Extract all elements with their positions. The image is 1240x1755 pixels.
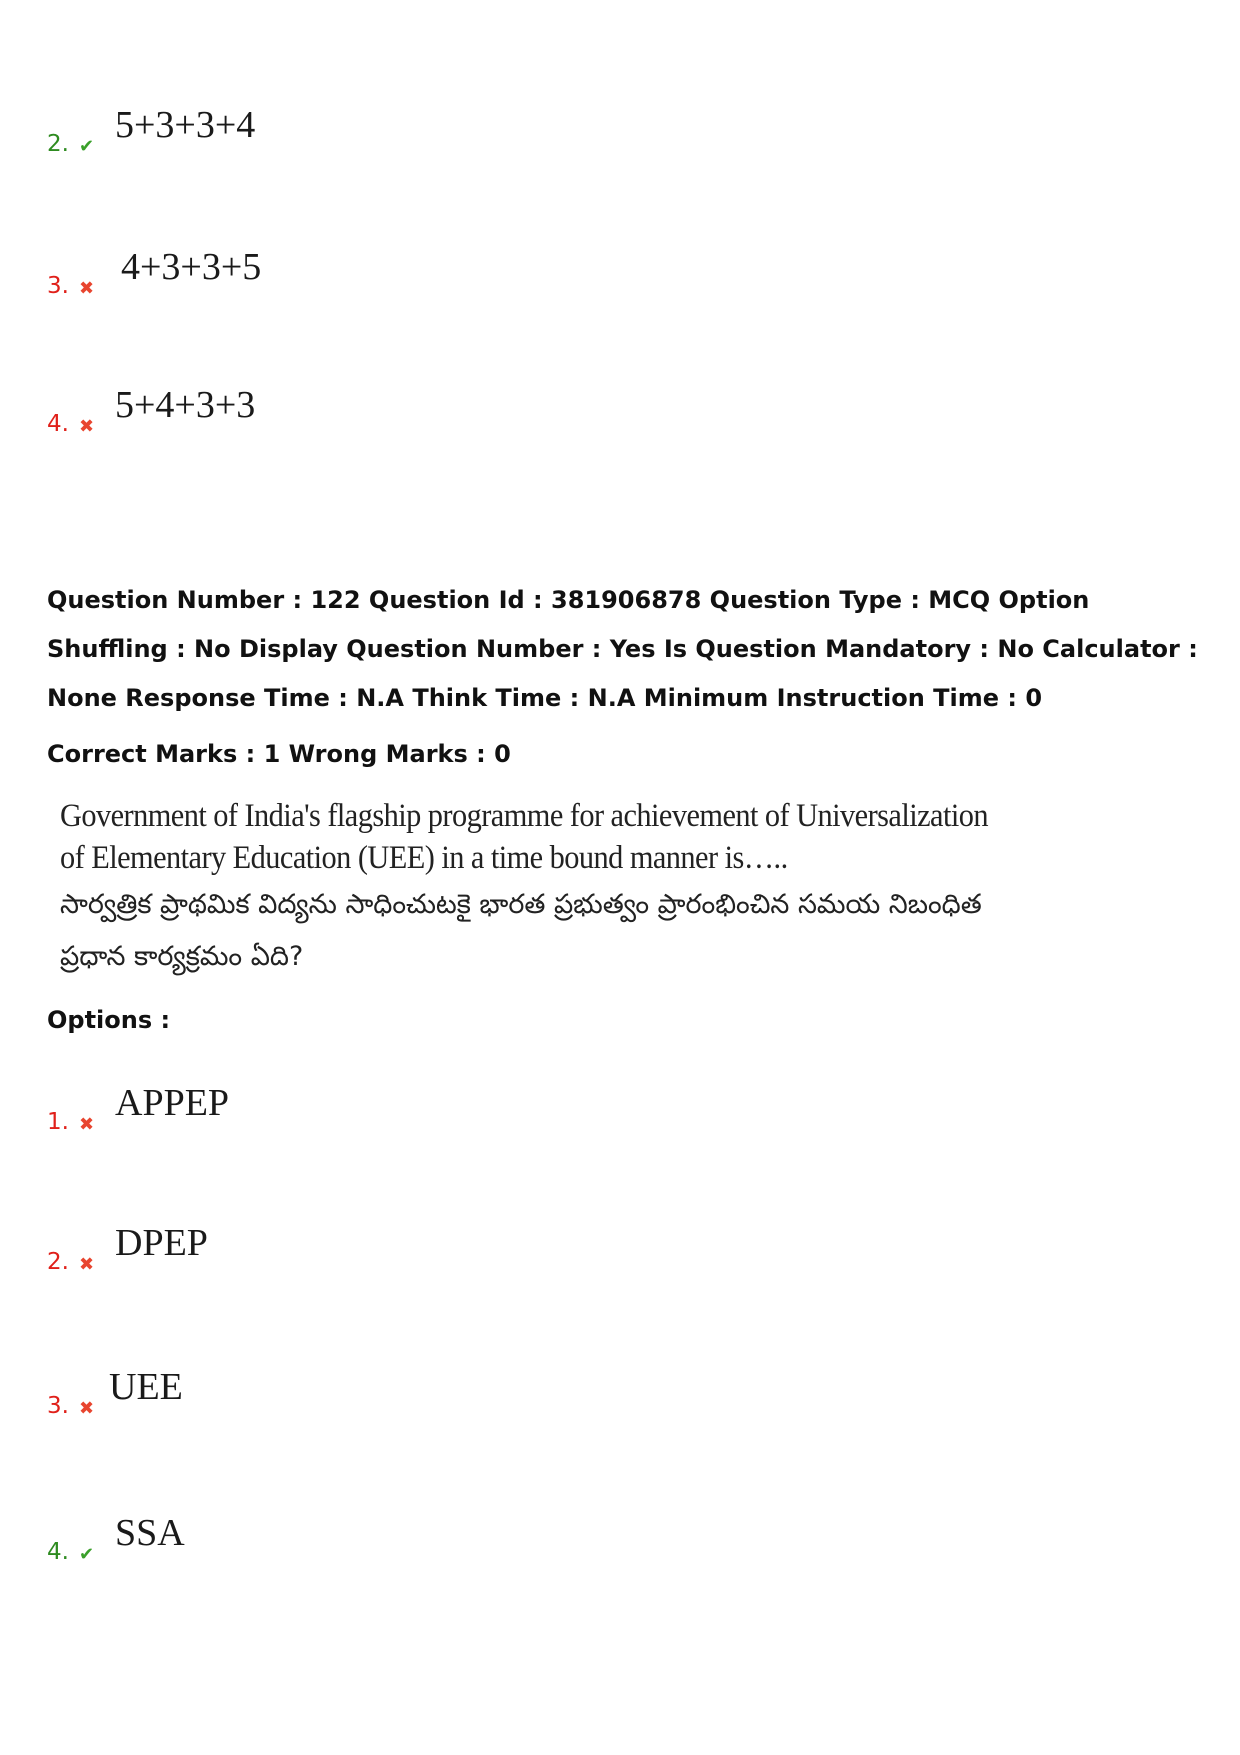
option-number: 4. [47,1539,69,1565]
question-text-block [60,795,988,983]
option-value: DPEP [115,1222,208,1264]
option-value: 5+3+3+4 [115,104,256,146]
check-icon: ✔ [79,1544,95,1565]
check-icon: ✔ [79,136,95,157]
option-number: 1. [47,1109,69,1135]
option-value: 5+4+3+3 [115,384,256,426]
question-marks: Correct Marks : 1 Wrong Marks : 0 [47,740,511,768]
option-number: 3. [47,273,69,299]
option-value: APPEP [115,1082,230,1124]
option-number: 3. [47,1393,69,1419]
option-number: 4. [47,411,69,437]
options-label: Options : [47,1006,171,1034]
cross-icon: ✖ [79,416,95,437]
cross-icon: ✖ [79,1398,95,1419]
cross-icon: ✖ [79,1254,95,1275]
option-value: SSA [115,1512,185,1554]
option-value: UEE [109,1366,183,1408]
question-text-en-1: Government of India's flagship programme for achievement of Universalization [60,798,988,834]
option-number: 2. [47,131,69,157]
question-meta: Question Number : 122 Question Id : 381906878 Question Type : MCQ Option Shuffling : No Display Question Number : Yes Is Question Mandatory : No Calculator : None Response Time : N.A Think Time : N.A Minimum Instruction Time : 0 [47,586,1198,712]
question-text-en-2: of Elementary Education (UEE) in a time bound manner is….. [60,840,788,876]
option-3 [47,1366,183,1419]
prev-option-3 [47,246,262,299]
question-text-te-2: ప్రధాన కార్యక్రమం ఏది? [60,941,304,972]
option-number: 2. [47,1249,69,1275]
question-text-te-1: సార్వత్రిక ప్రాథమిక విద్యను సాధించుటకై భారత ప్రభుత్వం ప్రారంభించిన సమయ నిబంధిత [60,889,982,920]
cross-icon: ✖ [79,278,95,299]
option-4 [47,1512,185,1565]
option-2 [47,1222,208,1275]
option-value: 4+3+3+5 [121,246,262,288]
cross-icon: ✖ [79,1114,95,1135]
option-1 [47,1082,230,1135]
prev-option-4 [47,384,256,437]
prev-option-2 [47,104,256,157]
